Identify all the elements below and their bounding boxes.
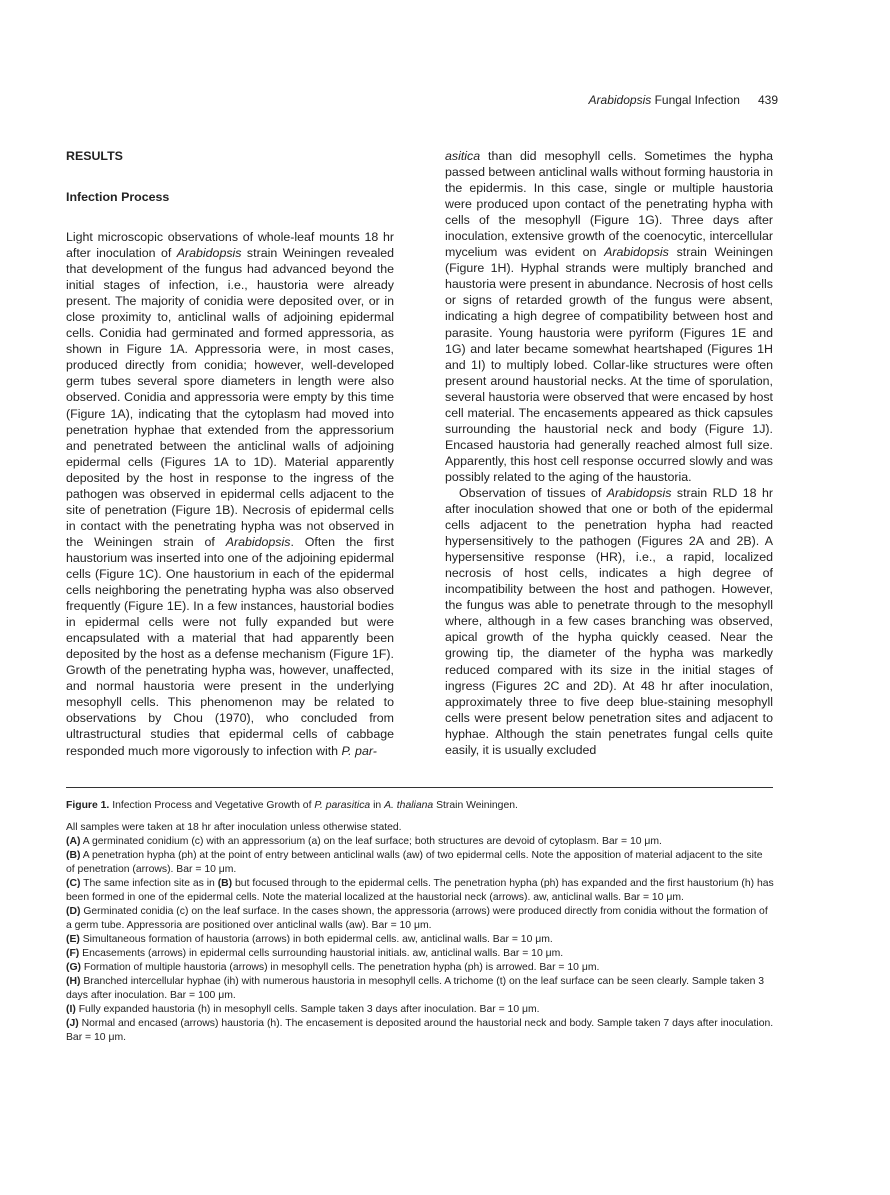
caption-entry: (H) Branched intercellular hyphae (ih) with numerous haustoria in mesophyll cells. A trichome (t) on the leaf surface can be seen clearly. Sample taken 3 days after inoculation. Bar = 100 μm. <box>66 976 765 1001</box>
caption-figure-label: Figure 1. <box>66 800 110 811</box>
body-paragraph: Observation of tissues of Arabidopsis strain RLD 18 hr after inoculation showed that one or both of the epidermal cells adjacent to the penetration hypha had reacted hypersensitively to the pathogen (Figures 2A and 2B). A hypersensitive response (HR), i.e., a rapid, localized necrosis of host cells, indicates a high degree of incompatibility between the host and pathogen. However, the fungus was able to penetrate through to the mesophyll where, although in a few cases branching was observed, apical growth of the hypha quickly ceased. Near the growing tip, the diameter of the hypha was markedly reduced compared with its size in the initial stages of ingress (Figures 2C and 2D). At 48 hr after inoculation, approximately three to five deep blue-staining mesophyll cells were present below penetration sites and adjacent to hyphae. Although the stain penetrates fungal cells quite easily, it is usually excluded <box>445 485 773 757</box>
caption-intro: All samples were taken at 18 hr after inoculation unless otherwise stated. <box>66 822 402 833</box>
caption-entry: (C) The same infection site as in (B) but focused through to the epidermal cells. The penetration hypha (ph) has expanded and the first haustorium (h) has been formed in one of the epidermal cells. Note the material localized at the haustorial neck (arrows). aw, anticlinal walls. Bar = 10 μm. <box>66 878 774 903</box>
body-paragraph: Light microscopic observations of whole-leaf mounts 18 hr after inoculation of Arabidopsis strain Weiningen revealed that development of the fungus had advanced beyond the initial stages of infection, i.e., haustoria were already present. The majority of conidia were deposited over, or in close proximity to, anticlinal walls of adjoining epidermal cells. Conidia had germinated and formed appressoria, as shown in Figure 1A. Appressoria were, in most cases, produced directly from conidia; however, well-developed germ tubes several spore diameters in length were also observed. Conidia and appressoria were empty by this time (Figure 1A), indicating that the cytoplasm had moved into penetration hyphae that extended from the appressorium and penetrated between the anticlinal walls of adjoining epidermal cells (Figures 1A to 1D). Material apparently deposited by the host in response to the ingress of the pathogen was observed in epidermal cells adjacent to the site of penetration (Figure 1B). Necrosis of epidermal cells in contact with the penetrating hypha was not observed in the Weiningen strain of Arabidopsis. Often the first haustorium was inserted into one of the adjoining epidermal cells (Figure 1C). One haustorium in each of the epidermal cells neighboring the penetrating hypha was also observed frequently (Figure 1E). In a few instances, haustorial bodies in epidermal cells were not fully expanded but were encapsulated with a material that had apparently been deposited by the host as a defense mechanism (Figure 1F). Growth of the penetrating hypha was, however, unaffected, and normal haustoria were present in the underlying mesophyll cells. This phenomenon may be related to observations by Chou (1970), who concluded from ultrastructural studies that epidermal cells of cabbage responded much more vigorously to infection with P. par- <box>66 230 394 758</box>
running-head-title: Fungal Infection <box>651 93 740 107</box>
running-head <box>589 93 778 107</box>
subsection-title: Infection Process <box>66 190 170 204</box>
caption-entry: (B) A penetration hypha (ph) at the point of entry between anticlinal walls (aw) of two epidermal cells. Note the apposition of material adjacent to the site of penetration (arrows). Bar = 10 μm. <box>66 850 763 875</box>
figure-caption <box>66 799 774 1045</box>
body-paragraph: asitica than did mesophyll cells. Sometimes the hypha passed between anticlinal walls without forming haustoria in the epidermis. In this case, single or multiple haustoria were produced upon contact of the penetrating hypha with cells of the mesophyll (Figure 1G). Three days after inoculation, extensive growth of the coenocytic, intercellular mycelium was evident on Arabidopsis strain Weiningen (Figure 1H). Hyphal strands were multiply branched and haustoria were present in abundance. Necrosis of host cells or signs of retarded growth of the fungus were absent, indicating a high degree of compatibility between host and parasite. Young haustoria were pyriform (Figures 1E and 1G) and later became somewhat heartshaped (Figures 1H and 1I) to multiply lobed. Collar-like structures were often present around haustorial necks. At the time of sporulation, several haustoria were observed that were encased by host cell material. The encasements appeared as thick capsules surrounding the haustorial neck and body (Figure 1J). Encased haustoria had generally reached almost full size. Apparently, this host cell response occurred slowly and was possibly related to the aging of the haustoria. <box>445 149 773 484</box>
caption-entry: (D) Germinated conidia (c) on the leaf surface. In the cases shown, the appressoria (arrows) were produced directly from conidia without the formation of a germ tube. Appressoria are positioned over anticlinal walls (aw). Bar = 10 μm. <box>66 906 768 931</box>
left-column <box>66 148 394 759</box>
running-head-italic: Arabidopsis <box>588 93 652 107</box>
caption-entry: (J) Normal and encased (arrows) haustoria (h). The encasement is deposited around the haustorial neck and body. Sample taken 7 days after inoculation. Bar = 10 μm. <box>66 1018 774 1043</box>
caption-entry: (E) Simultaneous formation of haustoria (arrows) in both epidermal cells. aw, anticlinal walls. Bar = 10 μm. <box>66 934 553 945</box>
right-column <box>445 148 773 758</box>
caption-entry: (I) Fully expanded haustoria (h) in mesophyll cells. Sample taken 3 days after inoculation. Bar = 10 μm. <box>66 1004 540 1015</box>
caption-entry: (A) A germinated conidium (c) with an appressorium (a) on the leaf surface; both structures are devoid of cytoplasm. Bar = 10 μm. <box>66 836 662 847</box>
caption-entry: (F) Encasements (arrows) in epidermal cells surrounding haustorial initials. aw, anticlinal walls. Bar = 10 μm. <box>66 948 564 959</box>
caption-entry: (G) Formation of multiple haustoria (arrows) in mesophyll cells. The penetration hypha (ph) is arrowed. Bar = 10 μm. <box>66 962 600 973</box>
section-title: RESULTS <box>66 149 123 163</box>
caption-title <box>66 799 774 813</box>
caption-title-text: Infection Process and Vegetative Growth of P. parasitica in A. thaliana Strain Weiningen. <box>109 800 518 811</box>
caption-divider <box>66 787 773 788</box>
page-number: 439 <box>757 93 778 107</box>
